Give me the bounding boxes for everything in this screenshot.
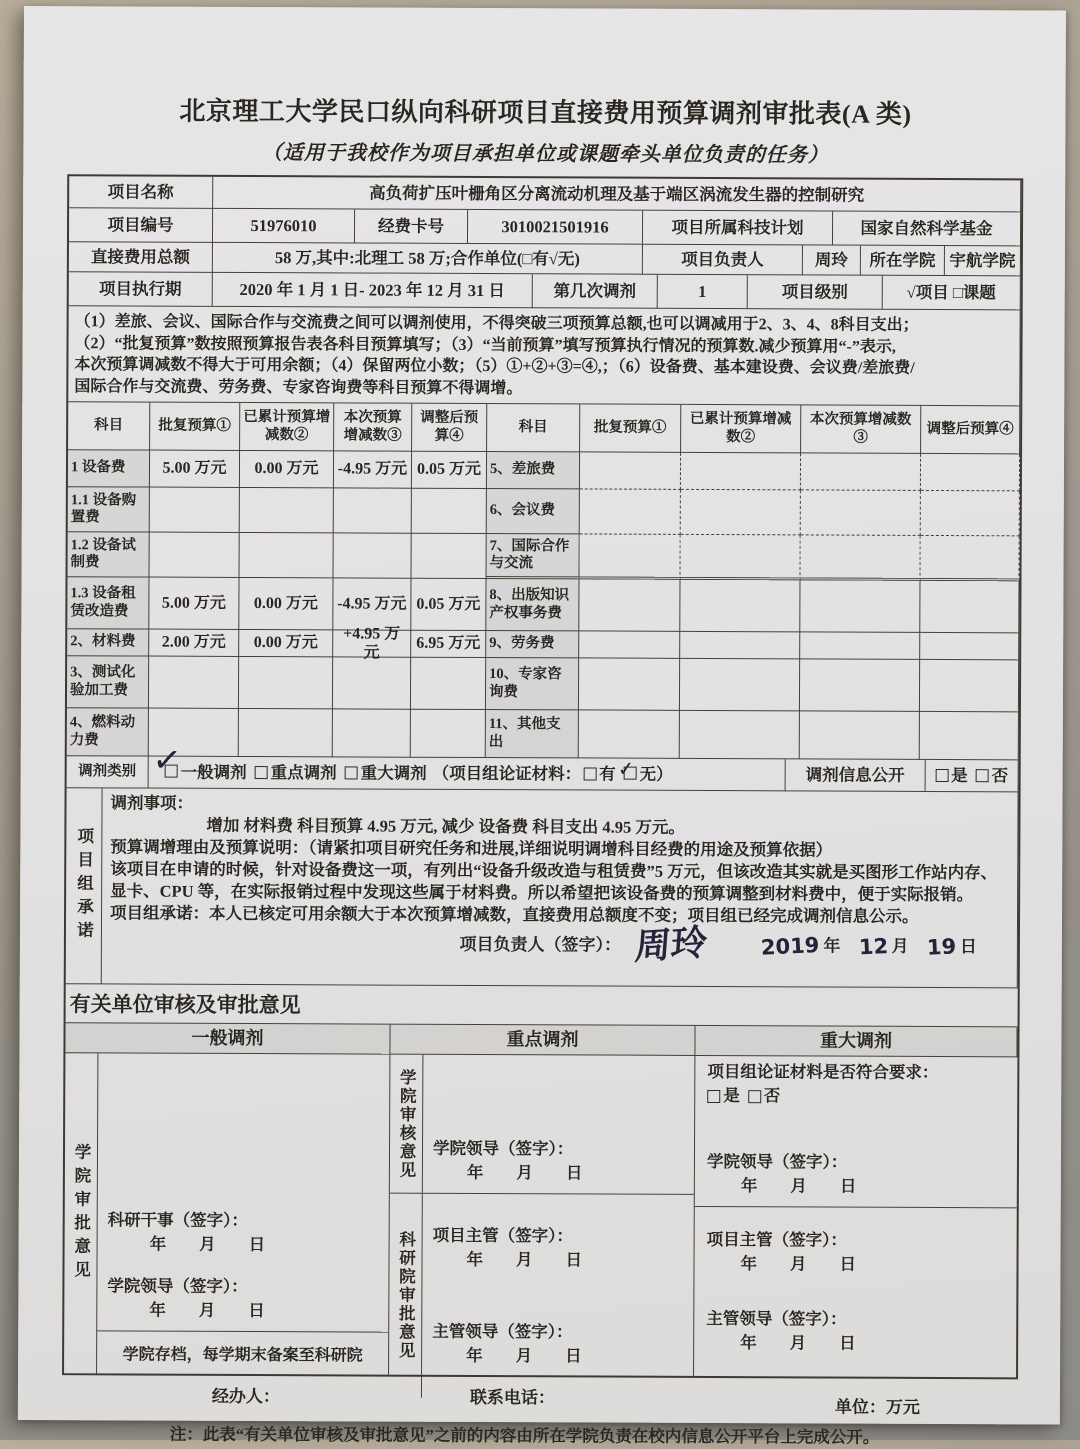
info-row-project-number xyxy=(69,208,1021,246)
amount-cell xyxy=(239,657,333,709)
option-key-adjust: 重点调剂 xyxy=(270,762,337,782)
budget-row xyxy=(68,450,1020,491)
college-review-sign-area xyxy=(423,1055,695,1194)
major-bottom-area xyxy=(694,1207,1017,1377)
academy-approval-sign-area xyxy=(422,1194,694,1399)
checkbox-material-have[interactable] xyxy=(583,767,596,780)
general-adjust-column xyxy=(64,1053,390,1374)
amount-cell: 0.05 万元 xyxy=(411,579,486,631)
amount-cell xyxy=(412,534,487,579)
amount-cell xyxy=(240,533,334,578)
amount-cell: -4.95 万元 xyxy=(333,578,411,630)
date-blank: 年 月 日 xyxy=(740,1176,857,1196)
option-major-adjust: 重大调剂 xyxy=(360,763,427,783)
public-no-label: 否 xyxy=(991,765,1009,785)
info-row-total-budget xyxy=(69,242,1021,276)
amount-cell xyxy=(680,580,800,633)
col-header-current: 本次预算增减数③ xyxy=(334,403,412,451)
adjust-item-label: 调剂事项： xyxy=(110,793,194,813)
checkbox-major-adjust[interactable] xyxy=(345,766,358,779)
col-header-subject: 科目 xyxy=(487,404,580,452)
col-header-accumulated: 已累计预算增减数② xyxy=(681,405,801,454)
amount-cell xyxy=(580,489,681,534)
page-title: 北京理工大学民口纵向科研项目直接费用预算调剂审批表(A 类) xyxy=(179,96,912,129)
adjust-times-label: 第几次调剂 xyxy=(533,274,658,309)
amount-cell xyxy=(412,489,487,534)
approval-body xyxy=(64,1053,1017,1377)
project-number-value: 51976010 xyxy=(213,209,355,244)
chief-leader-sign-label: 主管领导（签字）： xyxy=(432,1321,573,1342)
info-public-label: 调剂信息公开 xyxy=(786,759,926,792)
amount-cell xyxy=(920,660,1019,712)
project-manager-sign-label: 项目主管（签字）： xyxy=(432,1225,573,1246)
year-unit: 年 xyxy=(823,936,841,956)
subject-cell: 10、专家咨询费 xyxy=(486,658,579,710)
budget-row xyxy=(67,656,1019,712)
col-header-approved: 批复预算① xyxy=(150,403,240,451)
date-blank: 年 月 日 xyxy=(466,1162,583,1183)
amount-cell xyxy=(680,659,800,712)
amount-cell xyxy=(150,488,240,533)
amount-cell: 5.00 万元 xyxy=(150,451,240,488)
amount-cell xyxy=(920,633,1019,660)
checkbox-material-req-no[interactable] xyxy=(748,1090,761,1103)
date-blank: 年 月 日 xyxy=(466,1345,582,1366)
material-none-label: 无） xyxy=(639,764,673,784)
footer-agent-row xyxy=(62,1381,1018,1418)
info-public-options xyxy=(926,760,1019,792)
key-adjust-column xyxy=(389,1055,695,1376)
handwritten-year: 2019 xyxy=(760,932,820,960)
info-row-execution-period xyxy=(69,272,1021,310)
date-blank: 年 月 日 xyxy=(149,1234,266,1255)
instructions-block xyxy=(68,306,1020,406)
subject-cell: 6、会议费 xyxy=(487,489,580,534)
sign-label: 项目负责人（签字）： xyxy=(459,934,622,955)
amount-cell xyxy=(579,579,680,631)
project-name-label: 项目名称 xyxy=(69,176,213,209)
project-level-label: 项目级别 xyxy=(748,275,883,310)
college-review-side-label: 学院审核意见 xyxy=(390,1055,424,1193)
general-sign-area xyxy=(97,1053,389,1331)
col-major-adjust: 重大调剂 xyxy=(695,1026,1017,1057)
amount-cell xyxy=(150,533,240,578)
date-blank: 年 月 日 xyxy=(149,1300,265,1321)
period-value: 2020 年 1 月 1 日- 2023 年 12 月 31 日 xyxy=(213,273,533,308)
handwritten-checkmark-icon: ✓ xyxy=(616,755,636,781)
amount-cell xyxy=(800,659,920,712)
checkbox-public-no[interactable] xyxy=(976,769,989,782)
amount-cell: 5.00 万元 xyxy=(149,578,239,630)
col-header-approved: 批复预算① xyxy=(580,404,681,452)
archive-note: 学院存档，每学期末备案至科研院 xyxy=(97,1330,388,1374)
option-general-adjust: 一般调剂 xyxy=(180,762,247,782)
amount-cell xyxy=(333,657,411,709)
fund-card-label: 经费卡号 xyxy=(355,209,468,243)
handwritten-month: 12 xyxy=(857,934,889,960)
project-level-value: √项目 □课题 xyxy=(883,276,1021,311)
budget-row xyxy=(67,625,1019,662)
subject-cell: 2、材料费 xyxy=(67,629,149,656)
info-row-project-name xyxy=(69,176,1021,212)
col-header-subject: 科目 xyxy=(68,402,150,450)
date-blank: 年 月 日 xyxy=(466,1249,583,1270)
checkbox-general-adjust[interactable] xyxy=(150,738,184,782)
project-leader-value: 周玲 xyxy=(803,245,861,275)
subject-cell: 1.1 设备购置费 xyxy=(68,487,150,532)
amount-cell xyxy=(334,488,412,533)
reason-label: 预算调增理由及预算说明：（请紧扣项目研究任务和进展,详细说明调增科目经费的用途及预算依据） xyxy=(110,837,833,860)
subject-cell: 1.3 设备租赁改造费 xyxy=(67,577,149,629)
subject-cell: 3、测试化验加工费 xyxy=(67,656,149,708)
college-leader-sign-label: 学院领导（签字）： xyxy=(107,1276,248,1296)
budget-row xyxy=(67,577,1019,633)
total-budget-label: 直接费用总额 xyxy=(69,242,213,273)
amount-cell xyxy=(680,711,800,760)
budget-header-row xyxy=(68,402,1020,454)
chief-leader-sign-label: 主管领导（签字）： xyxy=(706,1308,847,1329)
material-have-label: 有 xyxy=(599,764,616,784)
subject-cell: 7、国际合作与交流 xyxy=(487,534,580,579)
amount-cell: +4.95 万元 xyxy=(333,630,411,657)
project-leader-label: 项目负责人 xyxy=(643,245,803,276)
college-value: 宇航学院 xyxy=(945,246,1021,276)
amount-cell xyxy=(333,709,411,757)
adjust-times-value: 1 xyxy=(658,275,748,309)
col-general-adjust: 一般调剂 xyxy=(65,1023,390,1054)
budget-adjustment-form xyxy=(62,174,1023,1379)
amount-cell xyxy=(921,454,1020,491)
checkbox-material-req-yes[interactable] xyxy=(707,1089,720,1102)
agent-label: 经办人： xyxy=(211,1386,280,1407)
amount-cell: 0.05 万元 xyxy=(412,452,487,489)
general-column-side-label: 学院审批意见 xyxy=(64,1053,98,1373)
amount-cell xyxy=(801,490,921,536)
material-requirement-label: 项目组论证材料是否符合要求： xyxy=(707,1061,939,1082)
signature-row xyxy=(110,922,1007,969)
amount-cell xyxy=(580,452,681,489)
amount-cell xyxy=(334,533,412,578)
subject-cell: 1 设备费 xyxy=(68,450,150,487)
amount-cell xyxy=(800,632,920,660)
checkbox-key-adjust[interactable] xyxy=(255,766,268,779)
promise-label: 项目组承诺： xyxy=(110,903,210,923)
leader-signature: 周玲 xyxy=(633,922,709,969)
adjust-type-label: 调剂类别 xyxy=(67,756,149,788)
budget-row xyxy=(67,708,1019,760)
amount-cell: 0.00 万元 xyxy=(240,451,334,488)
amount-cell xyxy=(801,535,921,581)
subject-cell: 8、出版知识产权事务费 xyxy=(486,579,579,631)
amount-cell: -4.95 万元 xyxy=(334,451,412,488)
major-top-area xyxy=(695,1056,1018,1208)
adjust-item-text: 增加 材料费 科目预算 4.95 万元, 减少 设备费 科目支出 4.95 万元。 xyxy=(206,815,685,837)
subject-cell: 1.2 设备试制费 xyxy=(68,532,150,577)
amount-cell xyxy=(579,710,680,758)
adjust-type-options xyxy=(149,738,786,792)
amount-cell xyxy=(681,453,801,491)
fund-card-value: 3010021501916 xyxy=(468,210,643,245)
program-label: 项目所属科技计划 xyxy=(643,211,833,246)
period-label: 项目执行期 xyxy=(69,272,213,307)
budget-row xyxy=(68,532,1020,581)
material-paren-label: （项目组论证材料： xyxy=(432,763,582,784)
amount-cell xyxy=(920,581,1019,633)
clerk-sign-label: 科研干事（签字）： xyxy=(107,1210,248,1230)
adjust-type-row xyxy=(67,738,1019,792)
scanned-form-page xyxy=(18,6,1066,1447)
commitment-block xyxy=(66,788,1019,988)
amount-cell xyxy=(920,712,1019,760)
amount-cell xyxy=(149,657,239,709)
amount-cell xyxy=(411,658,486,710)
col-key-adjust: 重点调剂 xyxy=(390,1025,695,1056)
amount-cell xyxy=(240,488,334,533)
college-label: 所在学院 xyxy=(861,246,945,276)
program-value: 国家自然科学基金 xyxy=(833,212,1021,247)
amount-cell xyxy=(239,709,333,757)
day-unit: 日 xyxy=(959,937,977,957)
page-subtitle: （适用于我校作为项目承担单位或课题牵头单位负责的任务） xyxy=(261,142,829,167)
amount-cell xyxy=(411,710,486,758)
amount-cell xyxy=(680,632,800,660)
project-manager-sign-label: 项目主管（签字）： xyxy=(706,1230,847,1250)
subject-cell: 9、劳务费 xyxy=(486,631,579,658)
footer-note: 注：此表“有关单位审核及审批意见”之前的内容由所在学院负责在校内信息公开平台上完成公开。 xyxy=(169,1424,880,1447)
reason-text: 该项目在申请的时候，针对设备费这一项，有列出“设备升级改造与租赁费”5 万元，但该改造其实就是买图形工作站内存、显卡、CPU 等，在实际报销过程中发现这些属于材料费。所以希望把该设备费的预算调整到材料费中，便于实际报销。 xyxy=(110,859,998,905)
commitment-side-label: 项目组承诺 xyxy=(66,788,103,984)
amount-cell: 2.00 万元 xyxy=(149,630,239,657)
phone-label: 联系电话： xyxy=(469,1387,555,1408)
total-budget-value: 58 万,其中:北理工 58 万;合作单位(□有√无) xyxy=(213,243,643,275)
public-yes-label: 是 xyxy=(951,765,968,785)
budget-row xyxy=(68,487,1020,536)
college-leader-sign-label: 学院领导（签字）： xyxy=(706,1151,848,1172)
date-blank: 年 月 日 xyxy=(740,1332,856,1353)
col-header-adjusted: 调整后预算④ xyxy=(412,404,487,452)
amount-cell xyxy=(681,535,801,581)
checkbox-material-none[interactable] xyxy=(616,755,640,784)
col-header-adjusted: 调整后预算④ xyxy=(921,406,1020,454)
approval-header-row xyxy=(65,1023,1017,1057)
amount-cell: 0.00 万元 xyxy=(239,578,333,630)
promise-text: 本人已核定可用余额大于本次预算增减数，直接费用总额度不变；项目组已经完成调剂信息公示。 xyxy=(209,903,919,926)
handwritten-day: 19 xyxy=(926,934,957,960)
instructions-line: 本次预算调减数不得大于可用余额；（4）保留两位小数；（5）①+②+③=④,；（6）设备费、基本建设费、会议费/差旅费/ xyxy=(74,356,915,377)
amount-cell xyxy=(800,580,920,633)
amount-cell xyxy=(579,658,680,710)
instructions-line: （1）差旅、会议、国际合作与交流费之间可以调剂使用，不得突破三项预算总额,也可以调减用于2、3、4、8科目支出； xyxy=(74,313,919,334)
amount-cell xyxy=(921,491,1020,536)
material-req-yes-label: 是 xyxy=(723,1086,740,1106)
instructions-line: 国际合作与交流费、劳务费、专家咨询费等科目预算不得调增。 xyxy=(74,377,523,397)
amount-cell: 0.00 万元 xyxy=(239,630,333,657)
amount-cell: 6.95 万元 xyxy=(411,631,486,658)
major-adjust-column xyxy=(694,1056,1017,1377)
amount-cell xyxy=(681,490,801,536)
subject-cell: 5、差旅费 xyxy=(487,452,580,489)
approval-section-title: 有关单位审核及审批意见 xyxy=(66,984,1018,1027)
academy-approval-side-label: 科研院审批意见 xyxy=(389,1194,423,1398)
college-leader-sign-label: 学院领导（签字）： xyxy=(432,1138,574,1159)
handwritten-checkmark-icon: ✓ xyxy=(150,738,184,782)
project-number-label: 项目编号 xyxy=(69,208,213,243)
instructions-line: （2）“批复预算”数按照预算报告表各科目预算填写；（3）“当前预算”填写预算执行情况的预算数.减少预算用“-”表示, xyxy=(74,334,896,356)
subject-cell: 4、燃料动力费 xyxy=(67,708,149,756)
amount-cell xyxy=(579,631,680,658)
amount-cell xyxy=(580,534,681,579)
amount-cell xyxy=(800,711,920,760)
unit-label: 单位：万元 xyxy=(834,1397,920,1417)
material-req-no-label: 否 xyxy=(763,1086,781,1106)
month-unit: 月 xyxy=(891,936,909,956)
commitment-content xyxy=(102,788,1018,987)
col-header-current: 本次预算增减数③ xyxy=(801,405,921,454)
amount-cell xyxy=(921,536,1020,581)
amount-cell xyxy=(801,453,921,491)
checkbox-public-yes[interactable] xyxy=(935,769,948,782)
subject-cell: 11、其他支出 xyxy=(486,710,579,758)
col-header-accumulated: 已累计预算增减数② xyxy=(240,403,334,451)
project-name-value: 高负荷扩压叶栅角区分离流动机理及基于端区涡流发生器的控制研究 xyxy=(213,177,1021,213)
date-blank: 年 月 日 xyxy=(740,1254,857,1274)
